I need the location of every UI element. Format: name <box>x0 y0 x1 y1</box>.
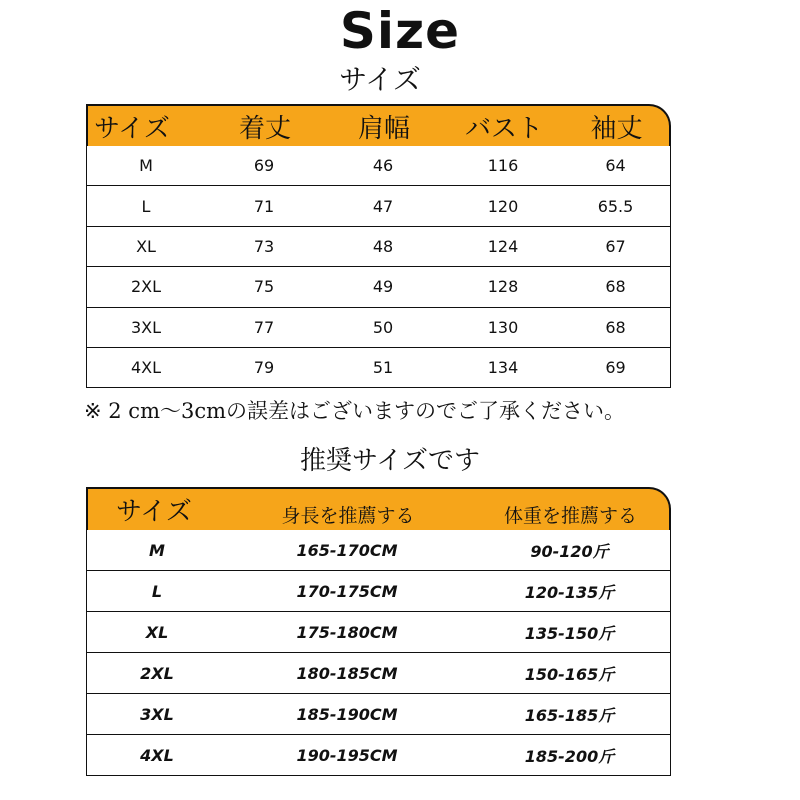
cell-size: L <box>151 581 163 601</box>
cell-size: 4XL <box>130 358 162 378</box>
table-row <box>86 146 671 186</box>
page-subtitle: サイズ <box>339 63 421 96</box>
cell-weight: 120-135斤 <box>524 582 615 602</box>
cell-height: 175-180CM <box>296 622 398 642</box>
cell-bust: 130 <box>487 317 519 337</box>
cell-weight: 185-200斤 <box>524 746 615 766</box>
table-row <box>86 186 671 226</box>
cell-sleeve: 67 <box>605 236 626 256</box>
table-row <box>86 348 671 388</box>
header-sleeve: 袖丈 <box>590 113 643 144</box>
cell-sleeve: 69 <box>605 358 626 378</box>
header-weight: 体重を推薦する <box>503 505 637 527</box>
recommend-title: 推奨サイズです <box>300 446 480 476</box>
cell-shoulder: 51 <box>372 358 394 378</box>
cell-size: 2XL <box>140 663 174 683</box>
cell-height: 170-175CM <box>296 581 398 601</box>
cell-length: 71 <box>253 196 275 216</box>
table-row <box>86 653 671 694</box>
cell-height: 190-195CM <box>296 745 398 765</box>
size-chart-table <box>86 104 671 388</box>
cell-weight: 165-185斤 <box>524 705 615 725</box>
table-row <box>86 267 671 307</box>
cell-size: M <box>139 156 153 176</box>
cell-bust: 134 <box>487 358 519 378</box>
table-row <box>86 308 671 348</box>
cell-shoulder: 50 <box>372 317 394 337</box>
header-size: サイズ <box>94 113 170 144</box>
cell-shoulder: 49 <box>372 277 394 297</box>
header-height: 身長を推薦する <box>281 505 415 527</box>
cell-sleeve: 65.5 <box>597 196 634 216</box>
header-size: サイズ <box>116 497 192 527</box>
cell-size: 3XL <box>130 317 162 337</box>
cell-weight: 150-165斤 <box>524 664 615 684</box>
cell-bust: 124 <box>487 236 519 256</box>
cell-height: 185-190CM <box>296 704 398 724</box>
table-row <box>86 571 671 612</box>
size-chart-header <box>86 104 671 146</box>
cell-sleeve: 64 <box>605 156 626 176</box>
table-row <box>86 735 671 776</box>
cell-length: 69 <box>253 156 275 176</box>
cell-size: 4XL <box>140 745 174 765</box>
recommend-header <box>86 487 671 530</box>
cell-length: 77 <box>253 317 275 337</box>
cell-sleeve: 68 <box>605 317 626 337</box>
cell-shoulder: 47 <box>372 196 394 216</box>
cell-shoulder: 48 <box>372 236 394 256</box>
table-row <box>86 694 671 735</box>
cell-size: M <box>149 540 165 560</box>
header-length: 着丈 <box>238 113 291 144</box>
cell-height: 165-170CM <box>296 540 398 560</box>
header-shoulder: 肩幅 <box>357 113 410 144</box>
measurement-note: ※ 2 cm〜3cmの誤差はございますのでご了承ください。 <box>84 399 626 423</box>
cell-size: 2XL <box>130 277 162 297</box>
cell-size: XL <box>136 236 156 256</box>
page-title: Size <box>339 2 461 60</box>
cell-length: 73 <box>253 236 275 256</box>
cell-height: 180-185CM <box>296 663 398 683</box>
table-row <box>86 227 671 267</box>
table-row <box>86 612 671 653</box>
table-row <box>86 530 671 571</box>
cell-size: 3XL <box>140 704 174 724</box>
recommend-table <box>86 487 671 776</box>
cell-size: XL <box>145 622 169 642</box>
cell-bust: 128 <box>487 277 519 297</box>
cell-length: 75 <box>253 277 275 297</box>
cell-bust: 120 <box>487 196 519 216</box>
cell-shoulder: 46 <box>372 156 394 176</box>
cell-weight: 90-120斤 <box>530 541 609 561</box>
cell-size: L <box>141 196 151 216</box>
cell-sleeve: 68 <box>605 277 626 297</box>
cell-length: 79 <box>253 358 275 378</box>
cell-bust: 116 <box>487 156 519 176</box>
header-bust: バスト <box>464 113 543 144</box>
cell-weight: 135-150斤 <box>524 623 615 643</box>
